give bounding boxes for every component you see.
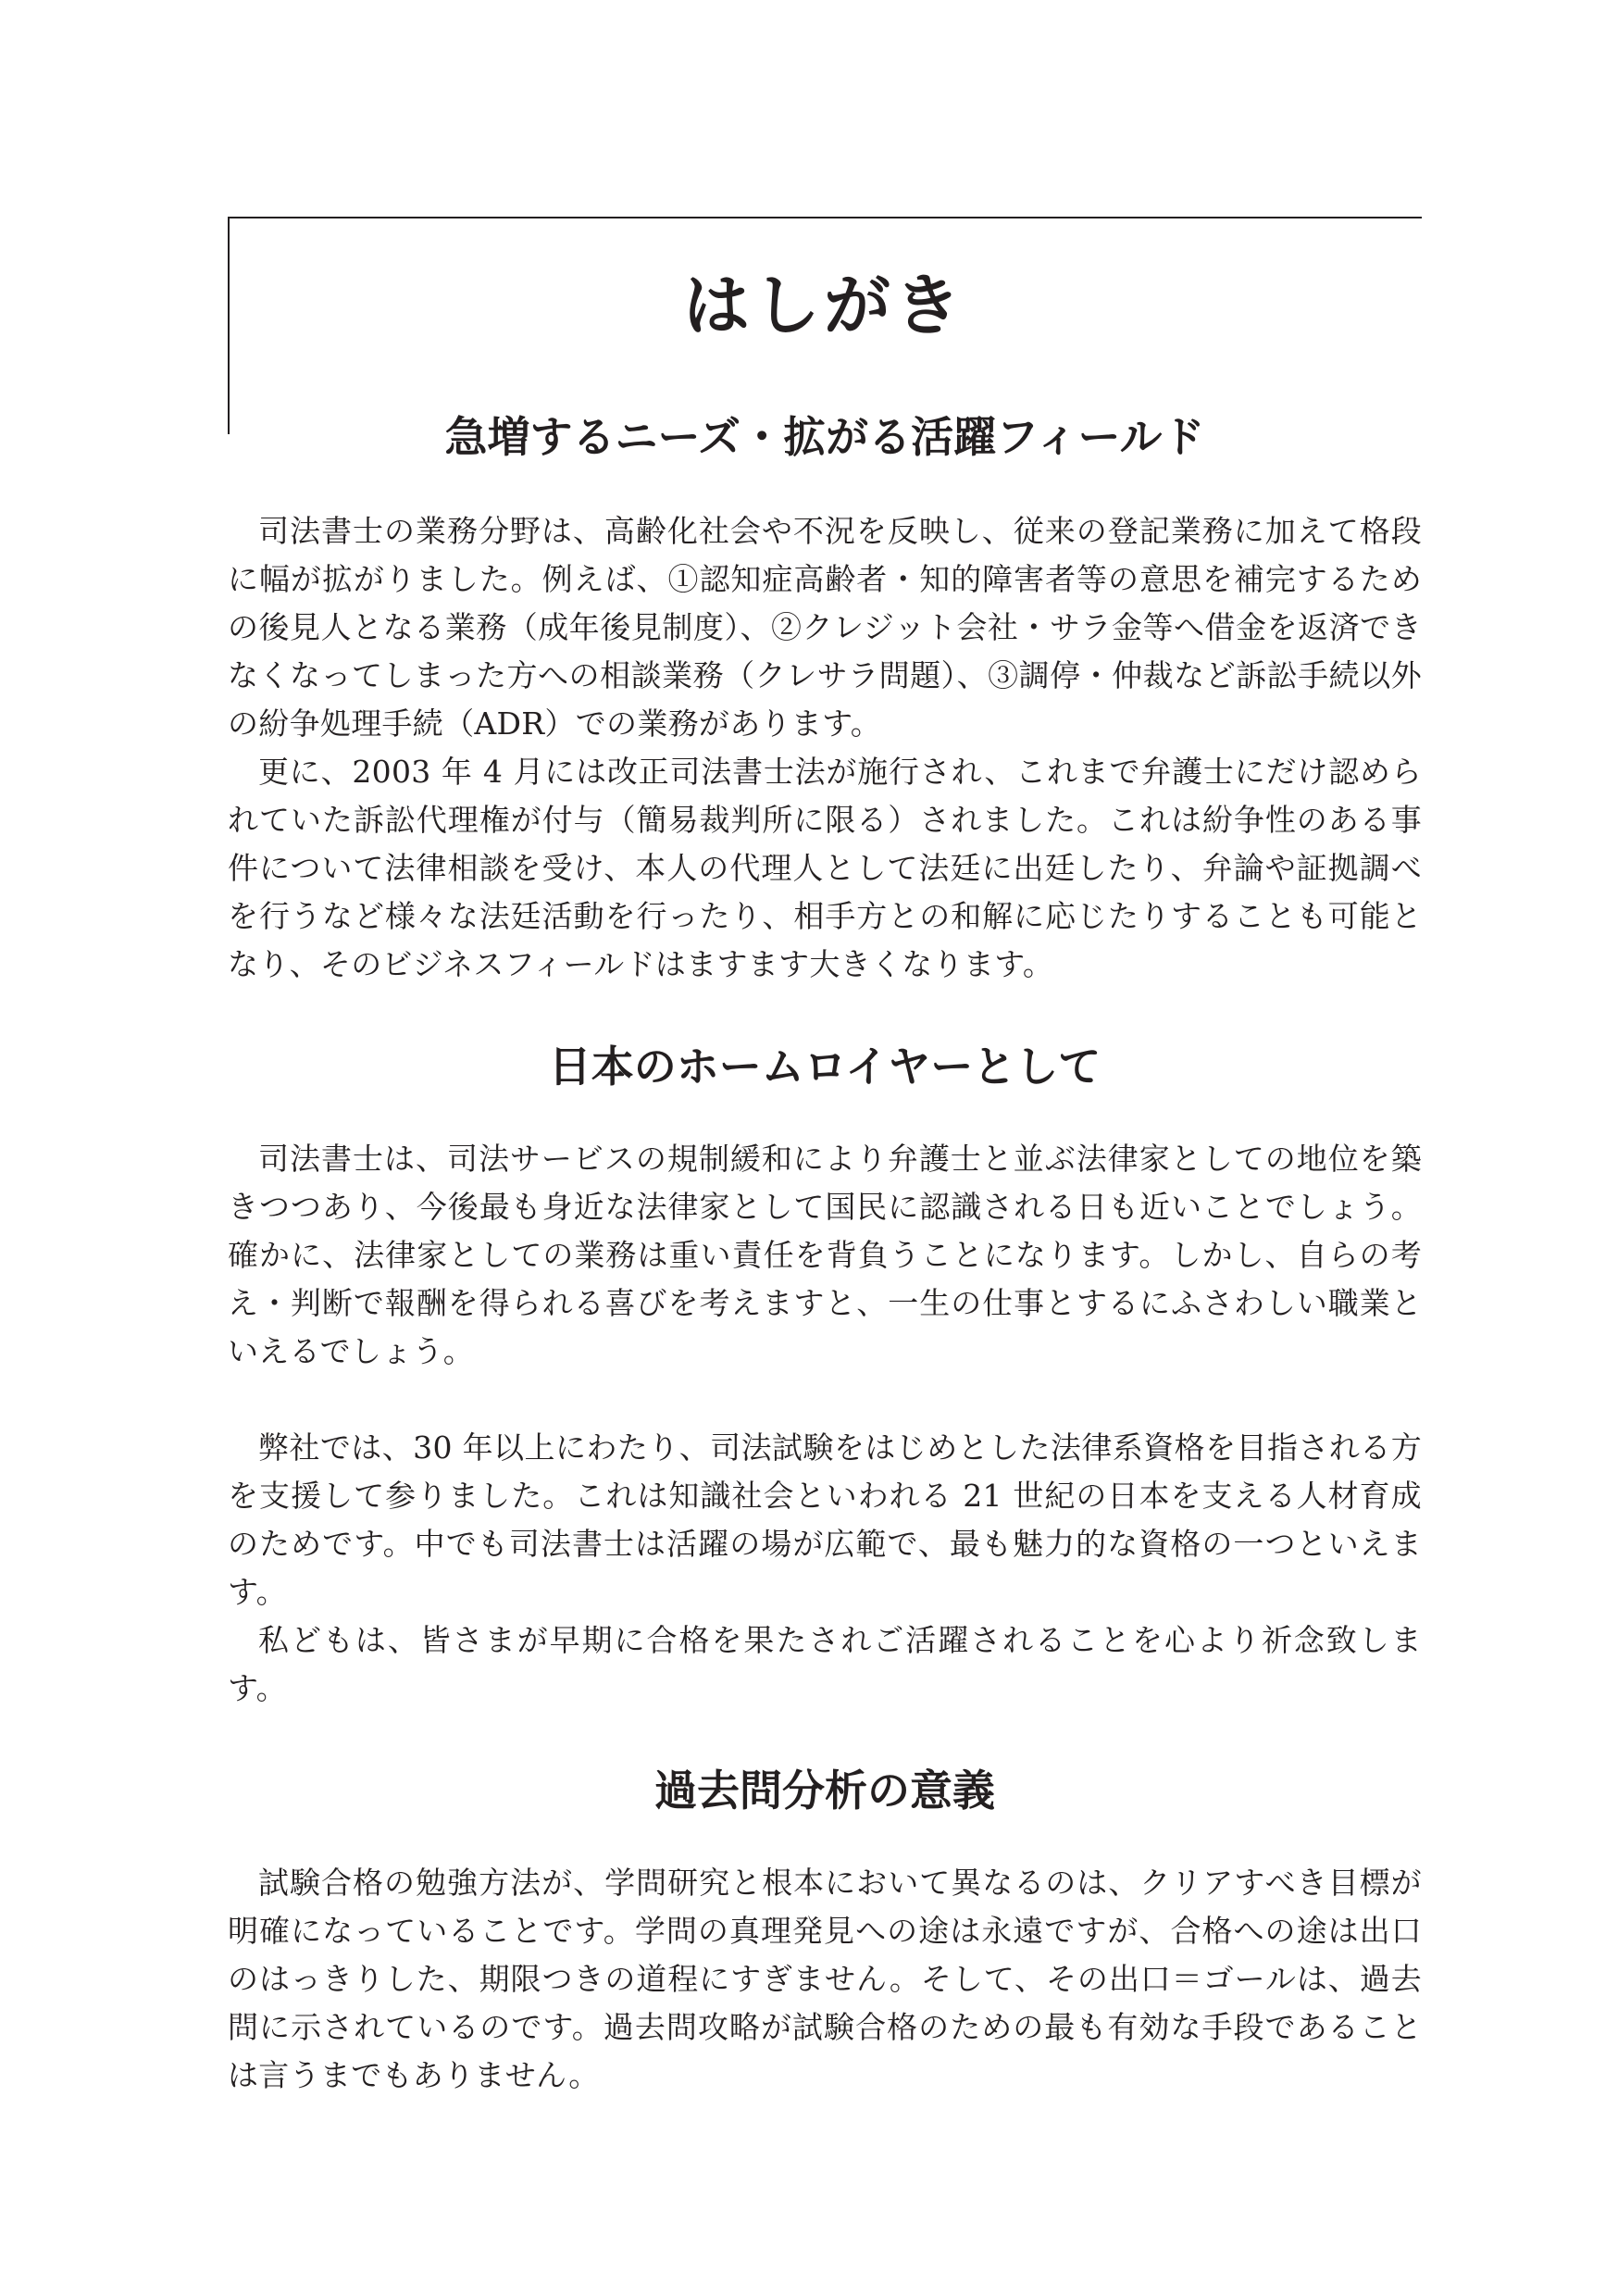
title-frame-top-rule bbox=[228, 217, 1422, 218]
paragraph-spacer bbox=[228, 1376, 1422, 1424]
section-home-lawyer bbox=[228, 1037, 1422, 1713]
paragraph: 弊社では、30 年以上にわたり、司法試験をはじめとした法律系資格を目指される方を支援して参りました。これは知識社会といわれる 21 世紀の日本を支える人材育成のためです。中でも司法書士は活躍の場が広範で、最も魅力的な資格の一つといえます。 bbox=[228, 1429, 1422, 1610]
section-past-exam-analysis bbox=[228, 1761, 1422, 2100]
section-heading: 急増するニーズ・拡がる活躍フィールド bbox=[444, 412, 1205, 462]
title-frame-left-rule bbox=[228, 217, 230, 434]
section-growing-needs bbox=[228, 407, 1422, 989]
page-title: はしがき bbox=[682, 267, 965, 344]
section-heading: 過去問分析の意義 bbox=[654, 1766, 995, 1816]
section-heading: 日本のホームロイヤーとして bbox=[548, 1042, 1101, 1092]
paragraph: 司法書士の業務分野は、高齢化社会や不況を反映し、従来の登記業務に加えて格段に幅が拡がりました。例えば、①認知症高齢者・知的障害者等の意思を補完するための後見人となる業務（成年後見制度）、②クレジット会社・サラ金等へ借金を返済できなくなってしまった方への相談業務（クレサラ問題）、③調停・仲裁など訴訟手続以外の紛争処理手続（ADR）での業務があります。 bbox=[228, 513, 1422, 742]
paragraph: 更に、2003 年 4 月には改正司法書士法が施行され、これまで弁護士にだけ認められていた訴訟代理権が付与（簡易裁判所に限る）されました。これは紛争性のある事件について法律相談を受け、本人の代理人として法廷に出廷したり、弁論や証拠調べを行うなど様々な法廷活動を行ったり、相手方との和解に応じたりすることも可能となり、そのビジネスフィールドはますます大きくなります。 bbox=[228, 754, 1422, 982]
paragraph: 試験合格の勉強方法が、学問研究と根本において異なるのは、クリアすべき目標が明確になっていることです。学問の真理発見への途は永遠ですが、合格への途は出口のはっきりした、期限つきの道程にすぎません。そして、その出口＝ゴールは、過去問に示されているのです。過去問攻略が試験合格のための最も有効な手段であることは言うまでもありません。 bbox=[228, 1865, 1422, 2093]
paragraph: 司法書士は、司法サービスの規制緩和により弁護士と並ぶ法律家としての地位を築きつつあり、今後最も身近な法律家として国民に認識される日も近いことでしょう。確かに、法律家としての業務は重い責任を背負うことになります。しかし、自らの考え・判断で報酬を得られる喜びを考えますと、一生の仕事とするにふさわしい職業といえるでしょう。 bbox=[228, 1141, 1422, 1369]
document-body bbox=[228, 407, 1422, 2100]
paragraph: 私どもは、皆さまが早期に合格を果たされご活躍されることを心より祈念致します。 bbox=[228, 1622, 1422, 1706]
